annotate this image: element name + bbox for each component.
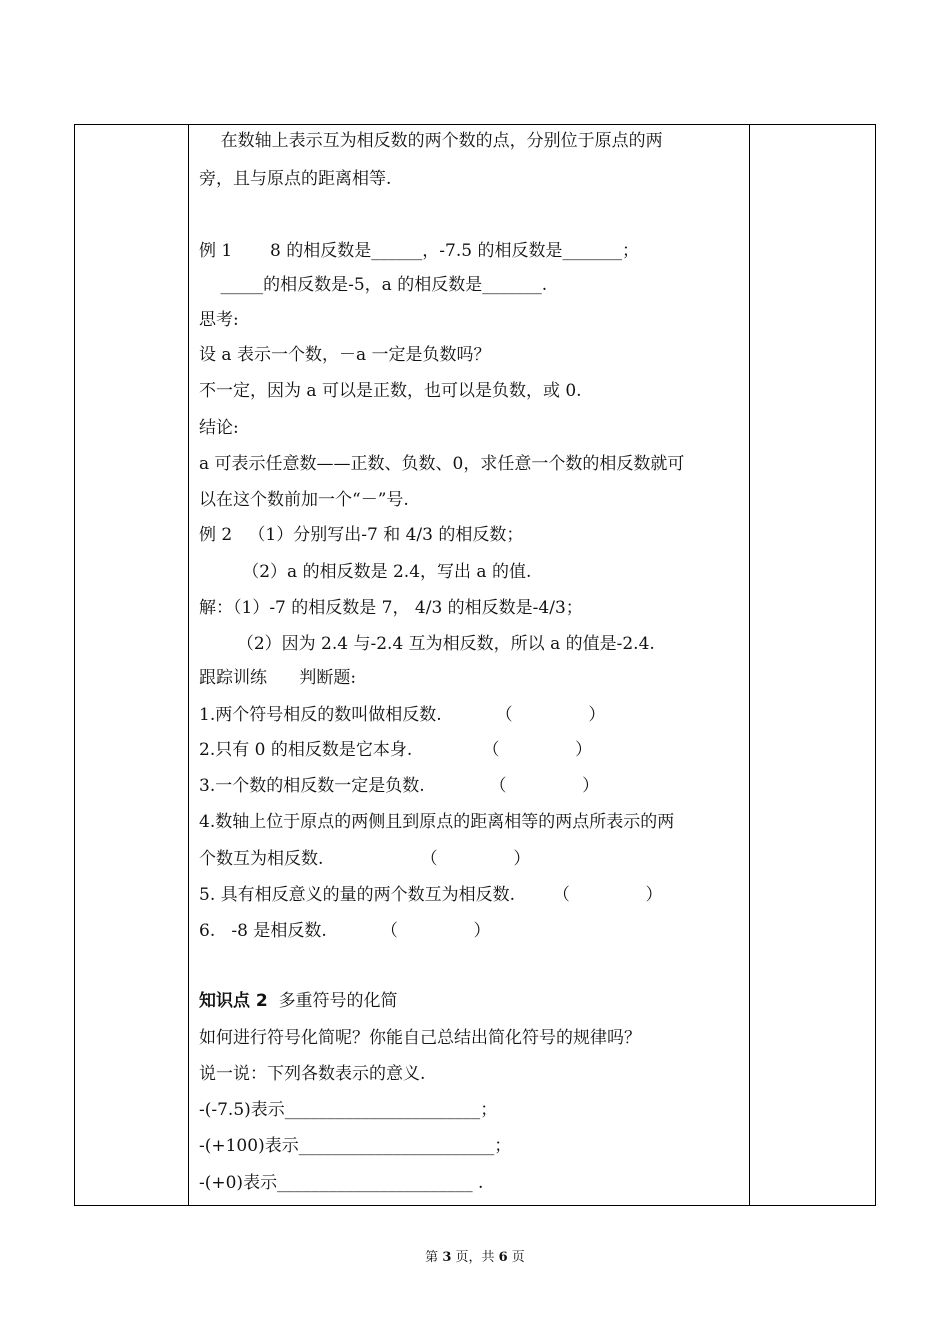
text-line: 设 a 表示一个数，－a 一定是负数吗？: [199, 345, 491, 365]
column-divider-right: [749, 125, 750, 1205]
text-line: 5. 具有相反意义的量的两个数互为相反数. （ ）: [199, 885, 663, 905]
footer-middle: 页，共: [451, 1250, 499, 1265]
text-line: -(+100)表示_______________________；: [199, 1136, 512, 1156]
section-heading: [199, 991, 398, 1011]
column-divider-left: [188, 125, 189, 1205]
text-line: 结论:: [199, 418, 239, 438]
text-line: 以在这个数前加一个“－”号.: [199, 490, 409, 510]
page-footer: [0, 1246, 950, 1265]
text-line: _____的相反数是-5，a 的相反数是_______.: [199, 275, 548, 295]
footer-suffix: 页: [507, 1250, 525, 1265]
text-line: 例 2 （1）分别写出-7 和 4/3 的相反数；: [199, 525, 524, 545]
footer-prefix: 第: [425, 1250, 443, 1265]
text-line: 跟踪训练 判断题:: [199, 668, 357, 688]
text-line: 3.一个数的相反数一定是负数. （ ）: [199, 776, 600, 796]
text-line: 1.两个符号相反的数叫做相反数. （ ）: [199, 705, 606, 725]
text-line: -(-7.5)表示_______________________；: [199, 1100, 498, 1120]
text-line: 不一定，因为 a 可以是正数，也可以是负数，或 0.: [199, 381, 582, 401]
text-line: 如何进行符号化简呢？你能自己总结出简化符号的规律吗？: [199, 1028, 641, 1048]
text-line: （2）a 的相反数是 2.4，写出 a 的值.: [199, 562, 532, 582]
heading-label: 知识点 2: [199, 991, 268, 1011]
text-line: 说一说：下列各数表示的意义.: [199, 1064, 426, 1084]
text-line: 6. -8 是相反数. （ ）: [199, 921, 491, 941]
heading-title: 多重符号的化简: [278, 991, 398, 1011]
text-line: （2）因为 2.4 与-2.4 互为相反数，所以 a 的值是-2.4.: [199, 634, 655, 654]
footer-page-number: 3: [442, 1250, 452, 1265]
text-line: -(+0)表示_______________________ .: [199, 1173, 484, 1193]
text-line: 4.数轴上位于原点的两侧且到原点的距离相等的两点所表示的两: [199, 812, 675, 832]
text-line: 解：（1）-7 的相反数是 7， 4/3 的相反数是-4/3；: [199, 598, 583, 618]
text-line: 在数轴上表示互为相反数的两个数的点，分别位于原点的两: [199, 131, 663, 151]
footer-total-pages: 6: [498, 1250, 508, 1265]
text-line: 旁，且与原点的距离相等.: [199, 169, 392, 189]
text-line: 个数互为相反数. （ ）: [199, 849, 531, 869]
text-line: a 可表示任意数——正数、负数、0，求任意一个数的相反数就可: [199, 454, 685, 474]
text-line: 2.只有 0 的相反数是它本身. （ ）: [199, 740, 593, 760]
text-line: 思考:: [199, 310, 239, 330]
text-line: 例 1 8 的相反数是______，-7.5 的相反数是_______；: [199, 241, 639, 261]
